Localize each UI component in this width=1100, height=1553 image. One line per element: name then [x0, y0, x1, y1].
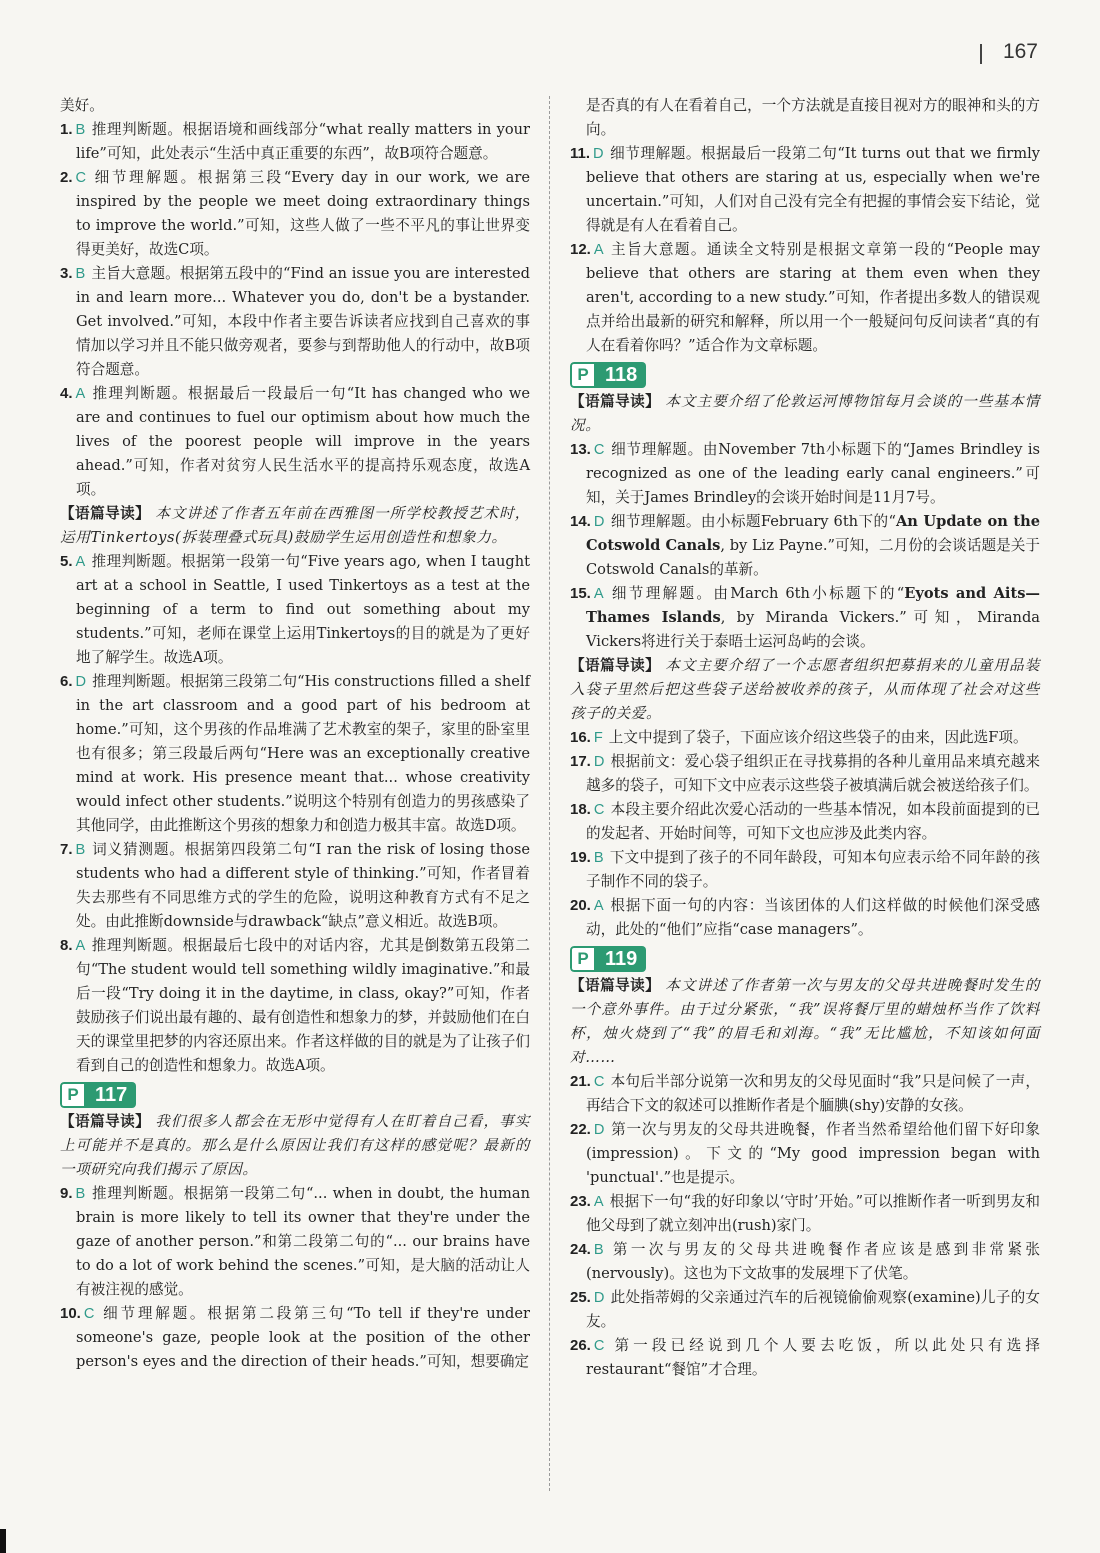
answer-item-23 — [570, 1190, 1040, 1238]
guide-text: 本文讲述了作者第一次与男友的父母共进晚餐时发生的一个意外事件。由于过分紧张，“我”误将餐厅里的蜡烛杯当作了饮料杯，烛火烧到了“我”的眉毛和刘海。“我”无比尴尬，不知该如何面对…… — [570, 977, 1040, 1066]
guide-label: 【语篇导读】 — [570, 977, 661, 994]
question-number: 14. — [570, 513, 591, 530]
explanation: 细节理解题。由小标题February 6th下的“ — [610, 513, 896, 530]
answer-letter: D — [593, 1290, 605, 1306]
answer-letter: A — [593, 242, 604, 258]
answer-letter: C — [593, 442, 605, 458]
guide-text: 我们很多人都会在无形中觉得有人在盯着自己看，事实上可能并不是真的。那么是什么原因让我们有这样的感觉呢？最新的一项研究向我们揭示了原因。 — [60, 1113, 530, 1178]
question-number: 15. — [570, 585, 591, 602]
explanation: 下文中提到了孩子的不同年龄段，可知本句应表示给不同年龄的孩子制作不同的袋子。 — [586, 849, 1040, 890]
answer-item-9 — [60, 1182, 530, 1302]
explanation: 根据下一句“我的好印象以‘守时’开始。”可以推断作者一听到男友和他父母到了就立刻冲出(rush)家门。 — [586, 1193, 1040, 1234]
answer-item-13 — [570, 438, 1040, 510]
talk-title: An Update on the Cotswold Canals — [586, 513, 1040, 554]
explanation: 细节理解题。根据最后一段第二句“It turns out that we firmly believe that others are staring at us, especially when we're uncertain.”可知，人们对自己没有完全有把握的事情会妄下结论，觉得就是有人在看着自己。 — [586, 145, 1040, 234]
answer-letter: C — [593, 1338, 605, 1354]
answer-letter: A — [75, 938, 86, 954]
scan-corner-mark — [0, 1529, 6, 1553]
answer-letter: D — [593, 146, 604, 162]
right-column — [570, 94, 1040, 1382]
question-number: 8. — [60, 937, 73, 954]
question-number: 4. — [60, 385, 73, 402]
answer-letter: D — [75, 674, 87, 690]
answer-item-6 — [60, 670, 530, 838]
answer-item-3 — [60, 262, 530, 382]
explanation: 细节理解题。由March 6th小标题下的“ — [609, 585, 905, 602]
answer-item-5 — [60, 550, 530, 670]
answer-letter: A — [593, 586, 604, 602]
explanation: 第一次与男友的父母共进晚餐作者应该是感到非常紧张(nervously)。这也为下文故事的发展埋下了伏笔。 — [586, 1241, 1040, 1282]
answer-item-21 — [570, 1070, 1040, 1118]
question-number: 12. — [570, 241, 591, 258]
answer-item-2 — [60, 166, 530, 262]
question-number: 26. — [570, 1337, 591, 1354]
badge-number: 117 — [86, 1082, 136, 1108]
explanation-end: , by Liz Payne.”可知，二月份的会谈话题是关于Cotswold Canals的革新。 — [586, 537, 1040, 578]
question-number: 21. — [570, 1073, 591, 1090]
column-divider — [549, 96, 550, 1491]
badge-p: P — [570, 362, 596, 388]
question-number: 7. — [60, 841, 73, 858]
answer-letter: C — [593, 802, 605, 818]
explanation: 本句后半部分说第一次和男友的父母见面时“我”只是问候了一声，再结合下文的叙述可以推断作者是个腼腆(shy)安静的女孩。 — [586, 1073, 1040, 1114]
question-number: 18. — [570, 801, 591, 818]
question-number: 9. — [60, 1185, 73, 1202]
answer-item-15 — [570, 582, 1040, 654]
answer-item-26 — [570, 1334, 1040, 1382]
guide-label: 【语篇导读】 — [570, 393, 661, 410]
explanation: 上文中提到了袋子，下面应该介绍这些袋子的由来，因此选F项。 — [608, 729, 1028, 746]
answer-letter: C — [75, 170, 87, 186]
explanation: 推理判断题。根据语境和画线部分“what really matters in your life”可知，此处表示“生活中真正重要的东西”，故B项符合题意。 — [76, 121, 530, 162]
answer-item-7 — [60, 838, 530, 934]
question-number: 20. — [570, 897, 591, 914]
answer-item-4 — [60, 382, 530, 502]
question-number: 3. — [60, 265, 73, 282]
continued-text: 是否真的有人在看着自己，一个方法就是直接目视对方的眼神和头的方向。 — [586, 97, 1040, 138]
passage-guide — [570, 654, 1040, 726]
explanation: 细节理解题。根据第三段“Every day in our work, we are inspired by the people we meet doing extraordinary things to improve the world.”可知，这些人做了一些不平凡的事让世界变得更美好，故选C项。 — [76, 169, 530, 258]
question-number: 10. — [60, 1305, 81, 1322]
explanation: 词义猜测题。根据第四段第二句“I ran the risk of losing those students who had a different style of thinking.”可知，作者冒着失去那些有不同思维方式的学生的危险，说明这种教育方式有不足之处。由此推断downside与drawback“缺点”意义相近。故选B项。 — [76, 841, 530, 930]
answer-letter: B — [75, 122, 86, 138]
answer-letter: D — [593, 1122, 605, 1138]
passage-guide — [60, 1110, 530, 1182]
explanation: 第一次与男友的父母共进晚餐，作者当然希望给他们留下好印象(impression)。下文的“My good impression began with 'punctual'.”也是提示。 — [586, 1121, 1040, 1186]
question-number: 1. — [60, 121, 73, 138]
answer-item-14 — [570, 510, 1040, 582]
explanation: 推理判断题。根据第三段第二句“His constructions filled a shelf in the art classroom and a good part of his bedroom at home.”可知，这个男孩的作品堆满了艺术教室的架子，家里的卧室里也有很多；第三段最后两句“Here was an exceptionally creative mind at work. His presence meant that... whose creativity would infect other students.”说明这个特别有创造力的男孩感染了其他同学，由此推断这个男孩的想象力和创造力极其丰富。故选D项。 — [76, 673, 530, 834]
guide-text: 本文主要介绍了伦敦运河博物馆每月会谈的一些基本情况。 — [570, 393, 1040, 434]
question-number: 6. — [60, 673, 73, 690]
answer-letter: A — [593, 898, 604, 914]
answer-letter: A — [75, 386, 86, 402]
answer-letter: B — [593, 850, 604, 866]
page-number-divider — [980, 44, 982, 64]
answer-item-8 — [60, 934, 530, 1078]
question-number: 17. — [570, 753, 591, 770]
answer-letter: C — [593, 1074, 605, 1090]
question-number: 11. — [570, 145, 591, 162]
answer-letter: D — [593, 754, 605, 770]
explanation: 第一段已经说到几个人要去吃饭，所以此处只有选择restaurant“餐馆”才合理。 — [586, 1337, 1040, 1378]
badge-p: P — [60, 1082, 86, 1108]
explanation: 根据下面一句的内容：当该团体的人们这样做的时候他们深受感动，此处的“他们”应指“case managers”。 — [586, 897, 1040, 938]
answer-item-10 — [60, 1302, 530, 1374]
intro-text: 美好。 — [60, 97, 104, 114]
guide-text: 本文主要介绍了一个志愿者组织把募捐来的儿童用品装入袋子里然后把这些袋子送给被收养的孩子，从而体现了社会对这些孩子的关爱。 — [570, 657, 1040, 722]
section-badge-119 — [570, 946, 646, 972]
explanation-end: , by Miranda Vickers.”可知，Miranda Vickers将进行关于泰晤士运河岛屿的会谈。 — [586, 609, 1040, 650]
answer-letter: B — [75, 266, 86, 282]
question-number: 5. — [60, 553, 73, 570]
answer-letter: B — [593, 1242, 604, 1258]
question-number: 25. — [570, 1289, 591, 1306]
talk-title: Eyots and Aits—Thames Islands — [586, 585, 1041, 626]
guide-label: 【语篇导读】 — [570, 657, 661, 674]
section-badge-117 — [60, 1082, 136, 1108]
left-column — [60, 94, 530, 1374]
answer-letter: A — [75, 554, 86, 570]
explanation: 细节理解题。根据第二段第三句“To tell if they're under someone's gaze, people look at the position of the other person's eyes and the direction of their heads.”可知，想要确定 — [76, 1305, 530, 1370]
passage-guide — [570, 390, 1040, 438]
passage-guide — [570, 974, 1040, 1070]
question-number: 19. — [570, 849, 591, 866]
explanation: 推理判断题。根据最后一段最后一句“It has changed who we are and continues to fuel our optimism about how much the lives of the poorest people will improve in the years ahead.”可知，作者对贫穷人民生活水平的提高持乐观态度，故选A项。 — [76, 385, 530, 498]
explanation: 主旨大意题。通读全文特别是根据文章第一段的“People may believe that others are staring at them even when they aren't, according to a new study.”可知，作者提出多数人的错误观点并给出最新的研究和解释，所以用一个一般疑问句反问读者“真的有人在看着你吗？”适合作为文章标题。 — [586, 241, 1040, 354]
answer-item-18 — [570, 798, 1040, 846]
answer-item-22 — [570, 1118, 1040, 1190]
answer-item-11 — [570, 142, 1040, 238]
passage-guide — [60, 502, 530, 550]
answer-letter: A — [593, 1194, 604, 1210]
question-number: 24. — [570, 1241, 591, 1258]
explanation: 推理判断题。根据第一段第一句“Five years ago, when I taught art at a school in Seattle, I used Tinkertoys as a test at the beginning of a term to find out something about my students.”可知，老师在课堂上运用Tinkertoys的目的就是为了更好地了解学生。故选A项。 — [76, 553, 530, 666]
answer-letter: C — [83, 1306, 95, 1322]
guide-label: 【语篇导读】 — [60, 505, 151, 522]
answer-letter: B — [75, 1186, 86, 1202]
answer-item-17 — [570, 750, 1040, 798]
page-number: 167 — [1002, 40, 1038, 63]
answer-item-24 — [570, 1238, 1040, 1286]
guide-text: 本文讲述了作者五年前在西雅图一所学校教授艺术时，运用Tinkertoys(拆装理叠式玩具)鼓励学生运用创造性和想象力。 — [60, 505, 530, 546]
answer-item-12 — [570, 238, 1040, 358]
answer-item-16 — [570, 726, 1040, 750]
explanation: 主旨大意题。根据第五段中的“Find an issue you are interested in and learn more... Whatever you do, don't be a bystander. Get involved.”可知，本段中作者主要告诉读者应找到自己喜欢的事情加以学习并且不能只做旁观者，要参与到帮助他人的行动中，故B项符合题意。 — [76, 265, 530, 378]
answer-item-20 — [570, 894, 1040, 942]
explanation: 推理判断题。根据第一段第二句“... when in doubt, the human brain is more likely to tell its owner that they're under the gaze of another person.”和第二段第二句的“... our brains have to do a lot of work behind the scenes.”可知，是大脑的活动让人有被注视的感觉。 — [76, 1185, 530, 1298]
guide-label: 【语篇导读】 — [60, 1113, 151, 1130]
answer-item-19 — [570, 846, 1040, 894]
question-number: 16. — [570, 729, 591, 746]
answer-item-25 — [570, 1286, 1040, 1334]
explanation: 细节理解题。由November 7th小标题下的“James Brindley is recognized as one of the leading early canal engineers.”可知，关于James Brindley的会谈开始时间是11月7号。 — [586, 441, 1040, 506]
badge-p: P — [570, 946, 596, 972]
question-number: 2. — [60, 169, 73, 186]
badge-number: 119 — [596, 946, 646, 972]
question-number: 23. — [570, 1193, 591, 1210]
question-number: 13. — [570, 441, 591, 458]
explanation: 推理判断题。根据最后七段中的对话内容，尤其是倒数第五段第二句“The student would tell something wildly imaginative.”和最后一段“Try doing it in the daytime, in class, okay?”可知，作者鼓励孩子们说出最有趣的、最有创造性和想象力的梦，并鼓励他们在白天的课堂里把梦的内容还原出来。作者这样做的目的就是为了让孩子们看到自己的创造性和想象力。故选A项。 — [76, 937, 530, 1074]
answer-letter: B — [75, 842, 86, 858]
section-badge-118 — [570, 362, 646, 388]
answer-item-1 — [60, 118, 530, 166]
explanation: 此处指蒂姆的父亲通过汽车的后视镜偷偷观察(examine)儿子的女友。 — [586, 1289, 1040, 1330]
question-number: 22. — [570, 1121, 591, 1138]
answer-letter: D — [593, 514, 605, 530]
answer-letter: F — [593, 730, 603, 746]
badge-number: 118 — [596, 362, 646, 388]
explanation: 根据前文：爱心袋子组织正在寻找募捐的各种儿童用品来填充越来越多的袋子，可知下文中应表示这些袋子被填满后就会被送给孩子们。 — [586, 753, 1040, 794]
explanation: 本段主要介绍此次爱心活动的一些基本情况，如本段前面提到的已的发起者、开始时间等，可知下文也应涉及此类内容。 — [586, 801, 1040, 842]
